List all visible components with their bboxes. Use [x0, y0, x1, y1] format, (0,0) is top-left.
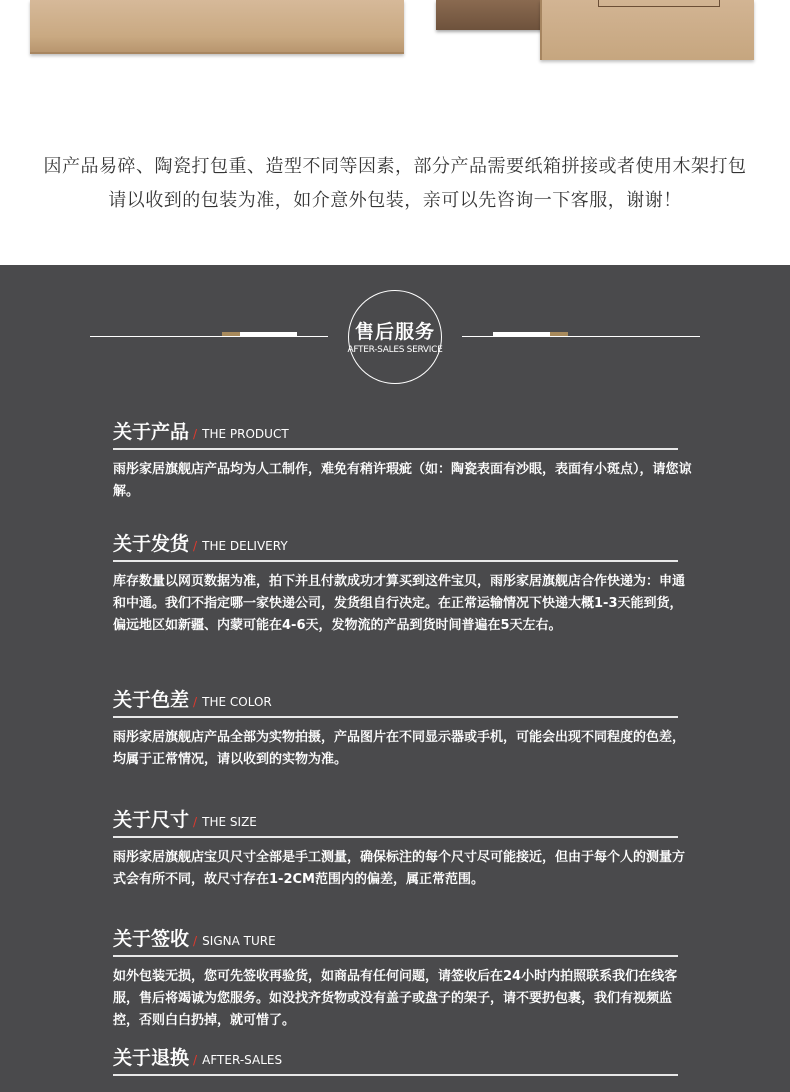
- section-color: [113, 685, 693, 771]
- section-rule: [113, 448, 678, 450]
- section-product: [113, 417, 693, 503]
- section-heading: [113, 685, 693, 715]
- cardboard-box-right: [540, 0, 754, 60]
- section-title-cn: 关于产品: [113, 421, 190, 443]
- packaging-notice: [0, 150, 790, 218]
- cardboard-box-left: [30, 0, 404, 54]
- slash-mark: /: [193, 1053, 198, 1067]
- section-delivery: [113, 529, 693, 637]
- section-title-en: THE DELIVERY: [202, 539, 288, 553]
- slash-mark: /: [193, 695, 198, 709]
- header-divider-right: [462, 336, 700, 337]
- after-sales-title: 售后服务: [354, 321, 435, 343]
- section-rule: [113, 836, 678, 838]
- section-rule: [113, 1074, 678, 1076]
- section-title-en: THE SIZE: [202, 815, 257, 829]
- section-signature: [113, 924, 693, 1032]
- section-title-cn: 关于退换: [113, 1047, 190, 1069]
- section-title-cn: 关于色差: [113, 689, 190, 711]
- section-rule: [113, 955, 678, 957]
- section-heading: [113, 924, 693, 954]
- section-body: 雨彤家居旗舰店产品均为人工制作，难免有稍许瑕疵（如：陶瓷表面有沙眼，表面有小斑点），请您谅解。: [113, 462, 692, 499]
- section-title-cn: 关于签收: [113, 928, 190, 950]
- section-body: 雨彤家居旗舰店宝贝尺寸全部是手工测量，确保标注的每个尺寸尽可能接近，但由于每个人的测量方式会有所不同，故尺寸存在1-2CM范围内的偏差，属正常范围。: [113, 850, 686, 887]
- slash-mark: /: [193, 539, 198, 553]
- section-title-cn: 关于尺寸: [113, 809, 190, 831]
- header-accent-white-left: [240, 332, 297, 336]
- section-title-en: SIGNA TURE: [202, 934, 276, 948]
- section-heading: [113, 1043, 693, 1073]
- section-title-cn: 关于发货: [113, 533, 190, 555]
- notice-line-2: 请以收到的包装为准，如介意外包装，亲可以先咨询一下客服，谢谢！: [108, 190, 682, 211]
- section-returns: [113, 1043, 693, 1085]
- section-size: [113, 805, 693, 891]
- section-rule: [113, 560, 678, 562]
- notice-line-1: 因产品易碎、陶瓷打包重、造型不同等因素，部分产品需要纸箱拼接或者使用木架打包: [43, 156, 747, 177]
- header-accent-gold-left: [222, 332, 240, 336]
- box-lid: [436, 0, 546, 30]
- section-body: 如外包装无损，您可先签收再验货，如商品有任何问题，请签收后在24小时内拍照联系我们在线客服，售后将竭诚为您服务。如没找齐货物或没有盖子或盘子的架子，请不要扔包裹，我们有视频监控，否则白白扔掉，就可惜了。: [113, 969, 678, 1028]
- section-rule: [113, 716, 678, 718]
- after-sales-badge: [348, 290, 442, 384]
- section-heading: [113, 805, 693, 835]
- box-label-outline: [598, 0, 720, 7]
- section-title-en: THE PRODUCT: [202, 427, 289, 441]
- slash-mark: /: [193, 815, 198, 829]
- slash-mark: /: [193, 427, 198, 441]
- section-body: 库存数量以网页数据为准，拍下并且付款成功才算买到这件宝贝，雨彤家居旗舰店合作快递为：申通和中通。我们不指定哪一家快递公司，发货组自行决定。在正常运输情况下快递大概1-3天能到货，偏远地区如新疆、内蒙可能在4-6天，发物流的产品到货时间普遍在5天左右。: [113, 574, 686, 633]
- after-sales-subtitle: AFTER-SALES SERVICE: [347, 345, 443, 355]
- section-body: 雨彤家居旗舰店产品全部为实物拍摄，产品图片在不同显示器或手机，可能会出现不同程度的色差，均属于正常情况，请以收到的实物为准。: [113, 730, 686, 767]
- after-sales-panel: [0, 265, 790, 1092]
- header-accent-white-right: [493, 332, 550, 336]
- product-packaging-image: [0, 0, 790, 110]
- section-heading: [113, 529, 693, 559]
- header-accent-gold-right: [550, 332, 568, 336]
- section-heading: [113, 417, 693, 447]
- slash-mark: /: [193, 934, 198, 948]
- section-title-en: AFTER-SALES: [202, 1053, 283, 1067]
- section-title-en: THE COLOR: [202, 695, 272, 709]
- header-divider-left: [90, 336, 328, 337]
